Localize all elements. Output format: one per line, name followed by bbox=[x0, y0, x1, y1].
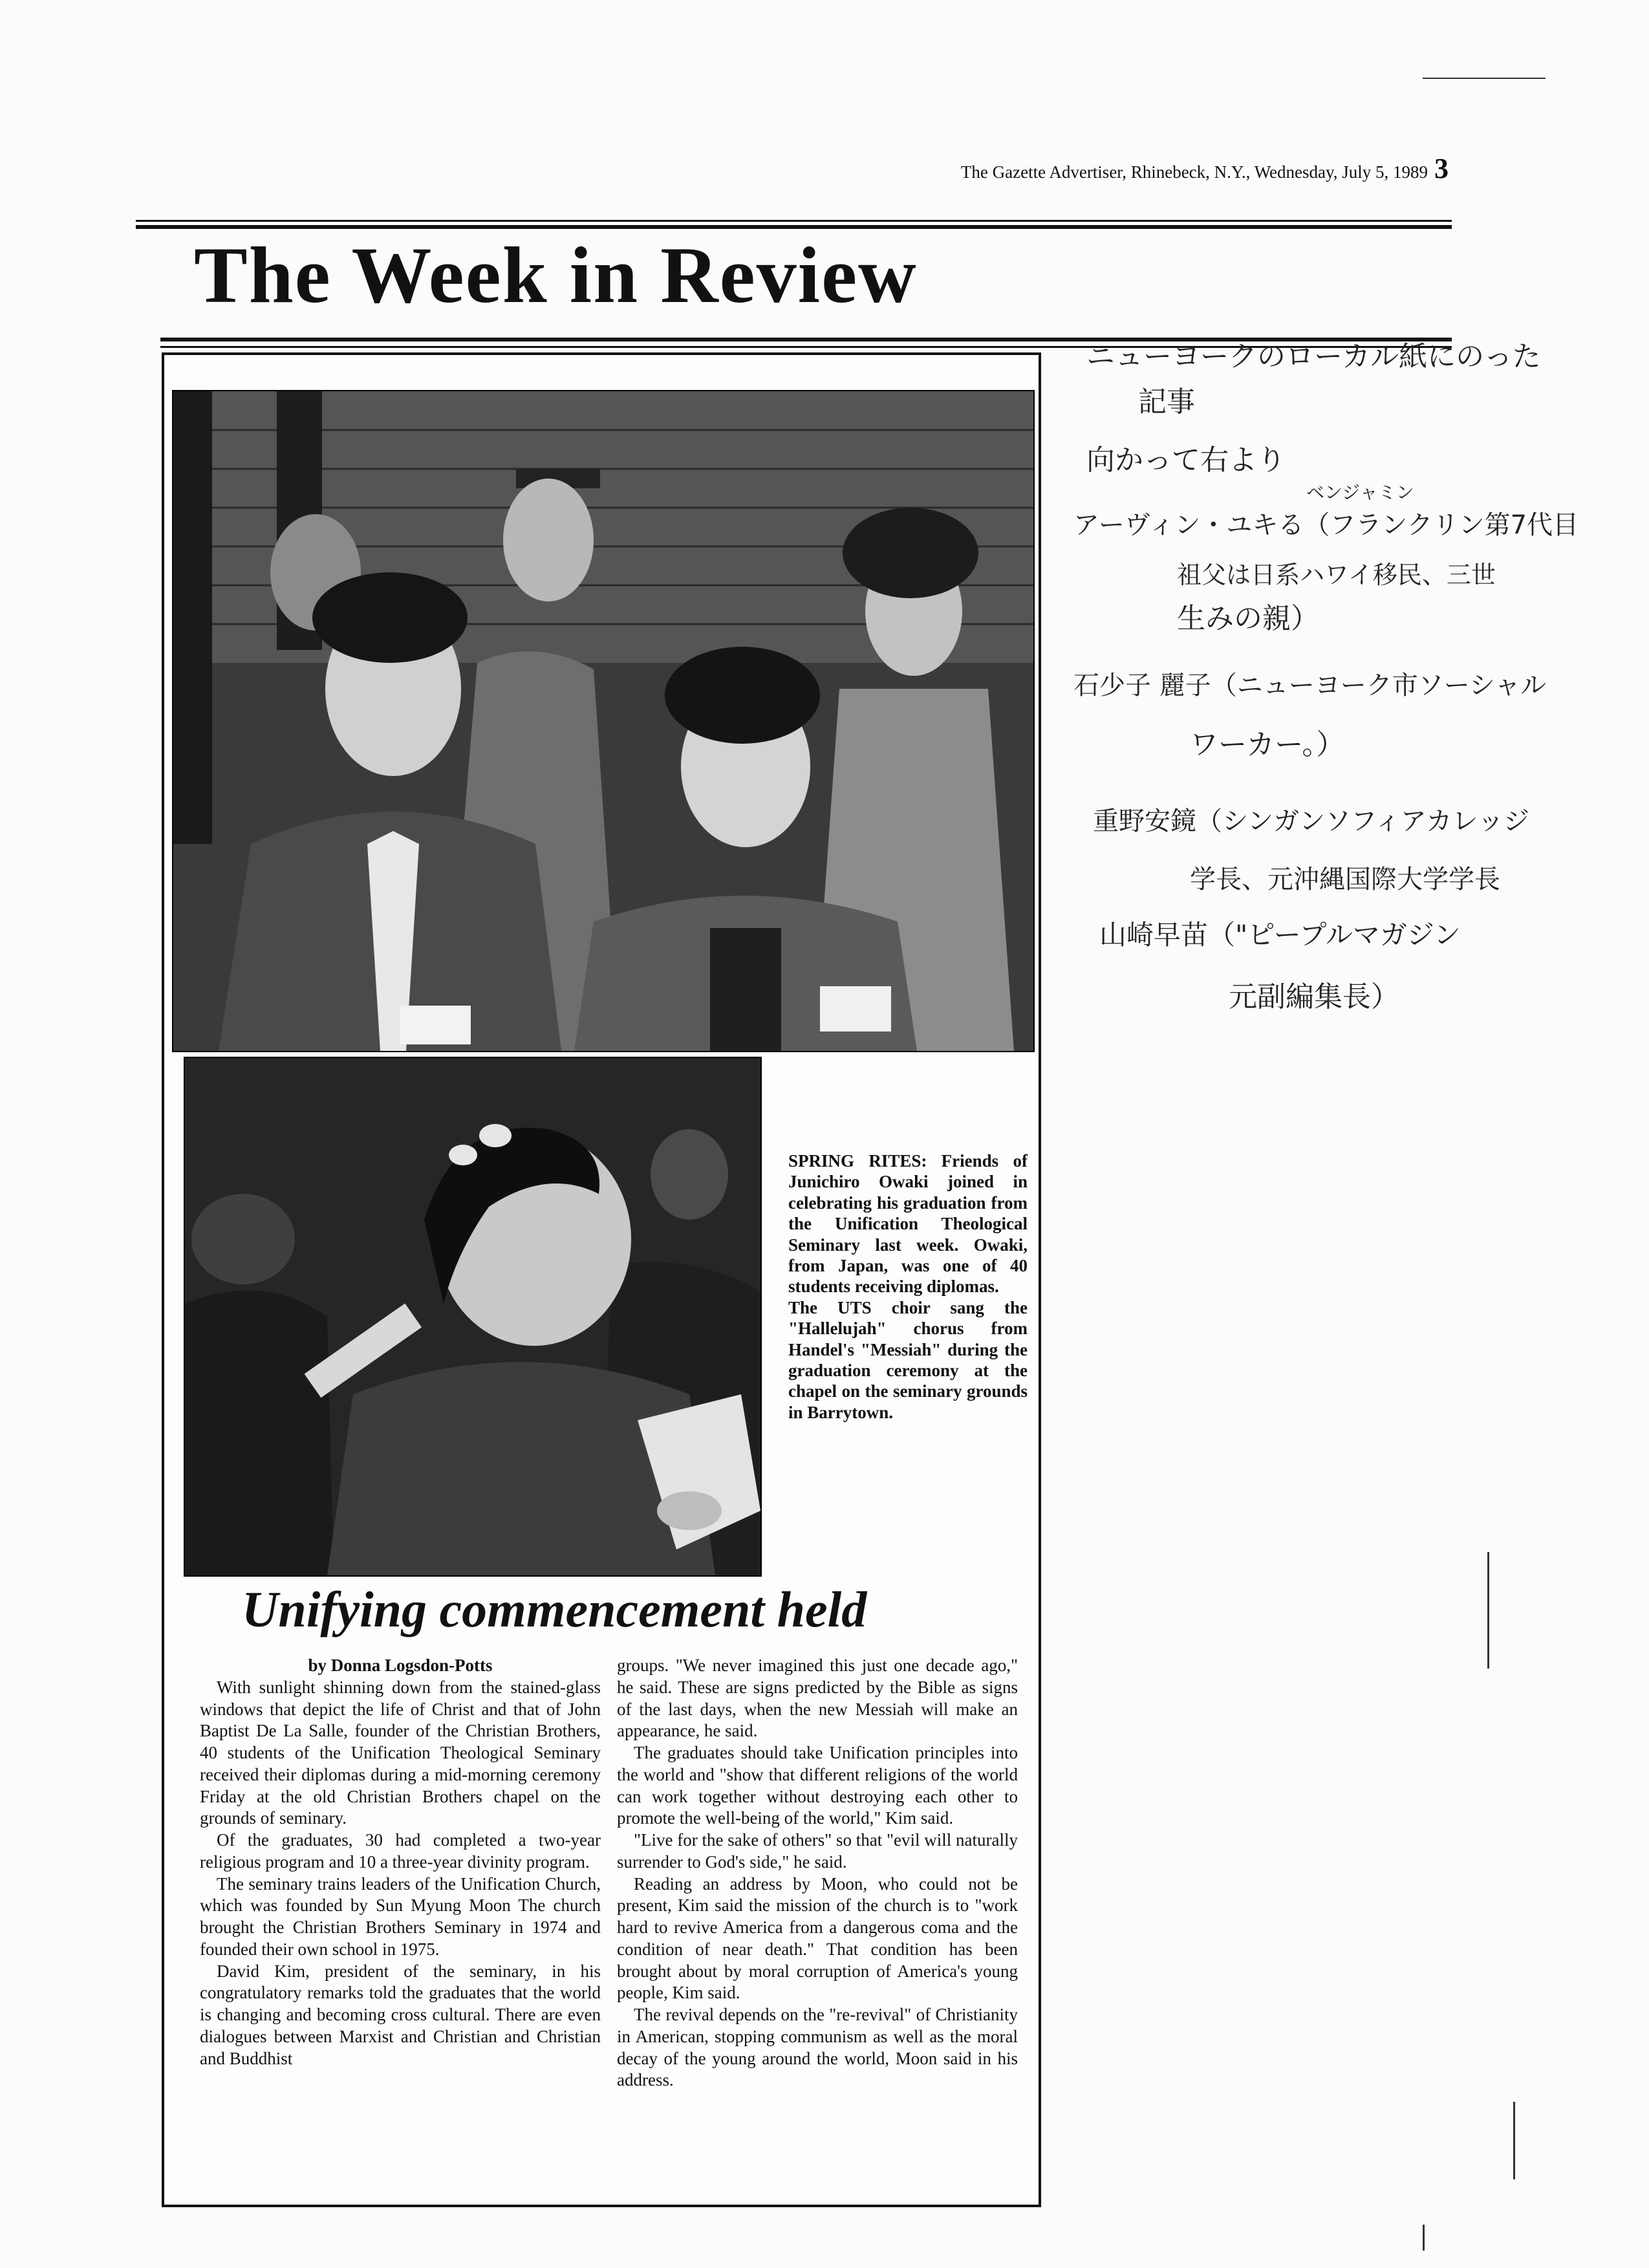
section-masthead: The Week in Review bbox=[194, 231, 918, 319]
handwritten-note: 石少子 麗子（ニューヨーク市ソーシャル bbox=[1073, 671, 1547, 700]
article-paragraph: The graduates should take Unification principles into the world and "show that different religions of the world can work together without destroying each other to promote the well-being of the world," Kim said. bbox=[617, 1743, 1018, 1828]
handwritten-note: 記事 bbox=[1138, 385, 1195, 418]
handwritten-note: ニューヨークのローカル紙にのった bbox=[1086, 340, 1541, 373]
article-paragraph: Of the graduates, 30 had completed a two-year religious program and 10 a three-year divinity program. bbox=[200, 1830, 601, 1872]
handwritten-note: 元副編集長） bbox=[1229, 980, 1399, 1013]
article-paragraph: groups. "We never imagined this just one decade ago," he said. These are signs predicted by the Bible as signs of the last days, when the new Messiah will make an appearance, he said. bbox=[617, 1656, 1018, 1741]
scan-mark bbox=[1513, 2102, 1515, 2179]
article-box bbox=[162, 352, 1041, 2207]
caption-paragraph: SPRING RITES: Friends of Junichiro Owaki joined in celebrating his graduation from the Unification Theological Seminary last week. Owaki, from Japan, was one of 40 students receiving diplomas. bbox=[788, 1151, 1028, 1297]
article-paragraph: Reading an address by Moon, who could not be present, Kim said the mission of the church is to "work hard to revive America from a dangerous coma and the condition of near death." That condition has been brought about by moral corruption of America's young people, Kim said. bbox=[617, 1874, 1018, 2003]
article-paragraph: "Live for the sake of others" so that "evil will naturally surrender to God's side," he said. bbox=[617, 1830, 1018, 1872]
handwritten-note: ベンジャミン bbox=[1306, 482, 1414, 503]
scan-mark bbox=[1423, 2225, 1425, 2251]
choir-singer-photo bbox=[184, 1057, 762, 1577]
top-rule bbox=[136, 220, 1452, 229]
caption-paragraph: The UTS choir sang the "Hallelujah" chorus from Handel's "Messiah" during the graduation ceremony at the chapel on the seminary grounds in Barrytown. bbox=[788, 1297, 1028, 1422]
handwritten-note: アーヴィン・ユキる（フランクリン第7代目 bbox=[1073, 510, 1579, 540]
article-paragraph: The seminary trains leaders of the Unification Church, which was founded by Sun Myung Moon The church brought the Christian Brothers Seminary in 1974 and founded their own school in 1975. bbox=[200, 1874, 601, 1959]
article-column-1 bbox=[200, 1655, 601, 2069]
dateline bbox=[931, 152, 1449, 185]
article-paragraph: The revival depends on the "re-revival" of Christianity in American, stopping communism as well as the moral decay of the young around the world, Moon said in his address. bbox=[617, 2005, 1018, 2090]
handwritten-note: ワーカー。） bbox=[1190, 728, 1345, 761]
byline: by Donna Logsdon-Potts bbox=[308, 1656, 493, 1675]
handwritten-note: 向かって右より bbox=[1086, 444, 1286, 477]
photo-caption bbox=[788, 1150, 1028, 1423]
handwritten-note: 祖父は日系ハワイ移民、三世 bbox=[1177, 561, 1496, 589]
article-column-2 bbox=[617, 1655, 1018, 2091]
scan-mark bbox=[1487, 1552, 1489, 1669]
article-paragraph: With sunlight shinning down from the stained-glass windows that depict the life of Christ and that of John Baptist De La Salle, founder of the Christian Brothers, 40 students of the Unification Theological Seminary received their diplomas during a mid-morning ceremony Friday at the old Christian Brothers chapel on the grounds of seminary. bbox=[200, 1677, 601, 1828]
article-paragraph: David Kim, president of the seminary, in his congratulatory remarks told the graduates that the world is changing and becoming cross cultural. There are even dialogues between Marxist and Christian and Christian and Buddhist bbox=[200, 1961, 601, 2068]
article-headline: Unifying commencement held bbox=[242, 1581, 867, 1637]
handwritten-note: 山崎早苗（"ピープルマガジン bbox=[1099, 919, 1461, 951]
handwritten-note: 学長、元沖縄国際大学学長 bbox=[1190, 865, 1500, 894]
page-number: 3 bbox=[1434, 153, 1449, 184]
scan-mark bbox=[1423, 78, 1546, 79]
handwritten-note: 生みの親） bbox=[1177, 602, 1319, 635]
dateline-text: The Gazette Advertiser, Rhinebeck, N.Y., Wednesday, July 5, 1989 bbox=[960, 162, 1428, 182]
graduation-group-photo bbox=[172, 390, 1035, 1052]
choir-photo-illustration bbox=[185, 1058, 760, 1575]
group-photo-illustration bbox=[173, 391, 1033, 1051]
handwritten-note: 重野安鏡（シンガンソフィアカレッジ bbox=[1093, 806, 1529, 836]
